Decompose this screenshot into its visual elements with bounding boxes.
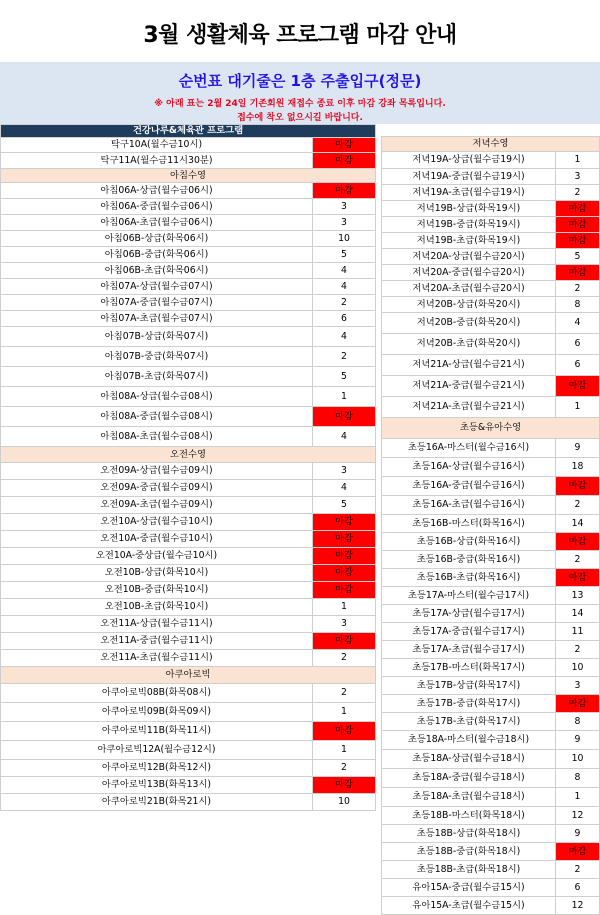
program-name: 오전10A-중상급(월수금10시) [1,548,313,565]
program-name: 아쿠아로빅13B(화목13시) [1,777,313,794]
program-name: 오전10B-상급(화목10시) [1,565,313,582]
program-name: 오전10B-중급(화목10시) [1,582,313,599]
program-name: 아침06B-상급(화목06시) [1,231,313,247]
program-name: 아쿠아로빅12A(월수금12시) [1,741,313,760]
program-name: 저녁19A-중급(월수금19시) [382,169,556,185]
remaining-count: 1 [313,387,376,407]
program-row [1,295,376,311]
remaining-count: 6 [556,355,600,376]
program-row [382,233,600,249]
program-name: 초등17A-초급(월수금17시) [382,641,556,659]
program-row [382,788,600,807]
remaining-count: 6 [313,311,376,327]
section-row [382,418,600,439]
remaining-count: 5 [313,367,376,387]
closed-badge: 마감 [313,582,376,599]
program-name: 저녁20B-중급(화목20시) [382,313,556,334]
program-row [1,741,376,760]
program-name: 초등18B-중급(화목18시) [382,843,556,861]
program-name: 저녁19B-중급(화목19시) [382,217,556,233]
program-row [382,152,600,169]
program-row [1,599,376,616]
program-name: 아침06B-중급(화목06시) [1,247,313,263]
program-name: 오전11A-초급(월수금11시) [1,650,313,667]
program-name: 아침07A-중급(월수금07시) [1,295,313,311]
remaining-count: 3 [313,215,376,231]
program-row [382,515,600,533]
program-row [1,279,376,295]
program-name: 초등16A-초급(월수금16시) [382,496,556,515]
right-program-table [381,136,600,915]
program-row [382,201,600,217]
program-row [1,215,376,231]
program-row [1,650,376,667]
program-name: 저녁20A-상급(월수금20시) [382,249,556,265]
program-name: 아쿠아로빅21B(화목21시) [1,794,313,811]
program-row [1,347,376,367]
program-row [1,684,376,703]
remaining-count: 14 [556,605,600,623]
program-row [382,334,600,355]
remaining-count: 2 [556,551,600,569]
closed-badge: 마감 [556,233,600,249]
closed-list-note: ※ 아래 표는 2월 24일 기존회원 재접수 종료 이후 마감 강좌 목록입니다. [154,99,446,109]
remaining-count: 3 [556,677,600,695]
queue-notice: 순번표 대기줄은 1층 주출입구(정문) [178,72,422,90]
remaining-count: 8 [556,297,600,313]
program-row [1,138,376,153]
program-name: 저녁20B-초급(화목20시) [382,334,556,355]
remaining-count: 2 [313,347,376,367]
program-name: 아쿠아로빅11B(화목11시) [1,722,313,741]
remaining-count: 2 [313,684,376,703]
program-row [382,297,600,313]
remaining-count: 12 [556,897,600,915]
program-name: 저녁20A-초급(월수금20시) [382,281,556,297]
program-row [1,633,376,650]
closed-badge: 마감 [313,633,376,650]
table-header-row [1,125,376,138]
remaining-count: 9 [556,731,600,750]
closed-badge: 마감 [556,569,600,587]
program-row [1,514,376,531]
program-row [382,496,600,515]
program-name: 초등16B-초급(화목16시) [382,569,556,587]
closed-badge: 마감 [556,695,600,713]
program-name: 아침06A-상급(월수금06시) [1,183,313,199]
program-name: 저녁21A-중급(월수금21시) [382,376,556,397]
remaining-count: 4 [313,327,376,347]
program-name: 초등17B-마스터(화목17시) [382,659,556,677]
program-row [382,169,600,185]
program-name: 초등18B-마스터(화목18시) [382,807,556,825]
program-row [382,355,600,376]
program-row [382,569,600,587]
section-row [382,137,600,152]
closed-badge: 마감 [556,843,600,861]
program-row [382,695,600,713]
closed-badge: 마감 [556,376,600,397]
remaining-count: 3 [313,199,376,215]
remaining-count: 1 [313,599,376,616]
remaining-count: 13 [556,587,600,605]
program-name: 오전09A-초급(월수금09시) [1,497,313,514]
program-name: 아침07B-초급(화목07시) [1,367,313,387]
remaining-count: 2 [556,641,600,659]
program-name: 아침08A-상급(월수금08시) [1,387,313,407]
program-name: 오전09A-상급(월수금09시) [1,463,313,480]
closed-badge: 마감 [556,201,600,217]
remaining-count: 8 [556,713,600,731]
program-name: 저녁21A-상급(월수금21시) [382,355,556,376]
program-name: 초등16A-상급(월수금16시) [382,458,556,477]
program-row [1,497,376,514]
program-row [1,531,376,548]
program-row [1,760,376,777]
closed-badge: 마감 [556,477,600,496]
remaining-count: 11 [556,623,600,641]
program-row [1,480,376,497]
registration-note: 접수에 착오 없으시길 바랍니다. [237,113,363,123]
program-row [382,750,600,769]
closed-badge: 마감 [313,722,376,741]
remaining-count: 2 [313,650,376,667]
program-name: 초등17B-초급(화목17시) [382,713,556,731]
program-row [382,769,600,788]
remaining-count: 12 [556,807,600,825]
program-name: 초등18A-초급(월수금18시) [382,788,556,807]
program-name: 오전10A-중급(월수금10시) [1,531,313,548]
remaining-count: 2 [556,496,600,515]
program-row [382,861,600,879]
program-row [1,153,376,169]
program-row [1,247,376,263]
program-name: 아침06B-초급(화목06시) [1,263,313,279]
program-row [1,427,376,447]
remaining-count: 5 [313,497,376,514]
closed-badge: 마감 [313,548,376,565]
closed-badge: 마감 [313,777,376,794]
program-row [1,616,376,633]
program-name: 유아15A-중급(월수금15시) [382,879,556,897]
program-name: 아침08A-초급(월수금08시) [1,427,313,447]
program-row [1,582,376,599]
program-row [382,281,600,297]
remaining-count: 3 [556,169,600,185]
program-row [1,183,376,199]
closed-badge: 마감 [556,265,600,281]
section-row [1,447,376,463]
program-name: 아침06A-초급(월수금06시) [1,215,313,231]
program-row [1,231,376,247]
program-name: 아쿠아로빅08B(화목08시) [1,684,313,703]
program-name: 아쿠아로빅12B(화목12시) [1,760,313,777]
program-name: 유아15A-초급(월수금15시) [382,897,556,915]
program-name: 탁구11A(월수금11시30분) [1,153,313,169]
remaining-count: 1 [313,703,376,722]
section-label: 오전수영 [1,447,376,463]
program-name: 아침07B-중급(화목07시) [1,347,313,367]
section-row [1,169,376,183]
program-row [382,217,600,233]
remaining-count: 18 [556,458,600,477]
program-row [1,387,376,407]
remaining-count: 4 [556,313,600,334]
program-row [382,265,600,281]
program-name: 저녁20A-중급(월수금20시) [382,265,556,281]
remaining-count: 6 [556,334,600,355]
program-name: 오전09A-중급(월수금09시) [1,480,313,497]
left-program-table [0,124,376,811]
program-row [382,605,600,623]
program-name: 오전10A-상급(월수금10시) [1,514,313,531]
remaining-count: 4 [313,427,376,447]
remaining-count: 1 [313,741,376,760]
program-row [1,565,376,582]
remaining-count: 10 [313,794,376,811]
remaining-count: 9 [556,439,600,458]
program-row [382,641,600,659]
program-name: 저녁19A-초급(월수금19시) [382,185,556,201]
program-name: 초등17B-상급(화목17시) [382,677,556,695]
program-name: 초등18A-마스터(월수금18시) [382,731,556,750]
program-row [382,677,600,695]
program-row [382,533,600,551]
section-label: 아침수영 [1,169,376,183]
program-row [1,407,376,427]
program-row [382,249,600,265]
closed-badge: 마감 [313,531,376,548]
remaining-count: 1 [556,397,600,418]
program-name: 저녁19B-초급(화목19시) [382,233,556,249]
program-name: 아침07A-상급(월수금07시) [1,279,313,295]
closed-badge: 마감 [313,514,376,531]
program-row [1,327,376,347]
program-row [1,548,376,565]
remaining-count: 10 [556,659,600,677]
program-name: 초등18A-상급(월수금18시) [382,750,556,769]
program-row [1,777,376,794]
remaining-count: 1 [556,788,600,807]
program-row [382,879,600,897]
remaining-count: 2 [556,281,600,297]
program-name: 아침08A-중급(월수금08시) [1,407,313,427]
program-row [382,659,600,677]
program-row [1,722,376,741]
program-name: 저녁20B-상급(화목20시) [382,297,556,313]
program-row [382,477,600,496]
program-row [382,587,600,605]
program-name: 초등17A-중급(월수금17시) [382,623,556,641]
program-name: 초등17B-중급(화목17시) [382,695,556,713]
remaining-count: 4 [313,480,376,497]
program-row [1,199,376,215]
program-name: 아침06A-중급(월수금06시) [1,199,313,215]
program-row [1,463,376,480]
remaining-count: 10 [313,231,376,247]
section-row [1,667,376,684]
closed-badge: 마감 [313,407,376,427]
program-name: 오전10B-초급(화목10시) [1,599,313,616]
program-row [382,185,600,201]
program-row [1,311,376,327]
program-row [382,623,600,641]
remaining-count: 2 [556,861,600,879]
program-name: 탁구10A(월수금10시) [1,138,313,153]
program-row [1,263,376,279]
program-name: 초등18B-초급(화목18시) [382,861,556,879]
program-name: 저녁21A-초급(월수금21시) [382,397,556,418]
remaining-count: 9 [556,825,600,843]
remaining-count: 2 [556,185,600,201]
program-row [382,843,600,861]
program-name: 저녁19A-상급(월수금19시) [382,152,556,169]
program-row [1,794,376,811]
section-label: 저녁수영 [382,137,600,152]
program-name: 초등16B-마스터(화목16시) [382,515,556,533]
program-name: 저녁19B-상급(화목19시) [382,201,556,217]
remaining-count: 6 [556,879,600,897]
closed-badge: 마감 [313,138,376,153]
page-title: 3월 생활체육 프로그램 마감 안내 [143,23,457,48]
remaining-count: 2 [313,295,376,311]
remaining-count: 3 [313,463,376,480]
program-name: 초등16B-상급(화목16시) [382,533,556,551]
remaining-count: 5 [556,249,600,265]
remaining-count: 4 [313,263,376,279]
program-name: 초등17A-마스터(월수금17시) [382,587,556,605]
closed-badge: 마감 [313,565,376,582]
program-name: 초등16B-중급(화목16시) [382,551,556,569]
program-name: 오전11A-중급(월수금11시) [1,633,313,650]
program-row [382,825,600,843]
program-row [382,731,600,750]
program-row [382,551,600,569]
program-name: 초등16A-마스터(월수금16시) [382,439,556,458]
program-name: 초등18A-중급(월수금18시) [382,769,556,788]
section-label: 아쿠아로빅 [1,667,376,684]
program-row [382,897,600,915]
program-name: 아침07B-상급(화목07시) [1,327,313,347]
program-row [1,703,376,722]
program-row [1,367,376,387]
program-name: 아침07A-초급(월수금07시) [1,311,313,327]
program-row [382,439,600,458]
remaining-count: 4 [313,279,376,295]
section-label: 건강나루&체육관 프로그램 [1,125,376,138]
remaining-count: 5 [313,247,376,263]
program-row [382,313,600,334]
program-name: 초등18B-상급(화목18시) [382,825,556,843]
remaining-count: 3 [313,616,376,633]
program-name: 초등17A-상급(월수금17시) [382,605,556,623]
program-row [382,713,600,731]
program-name: 오전11A-상급(월수금11시) [1,616,313,633]
program-row [382,807,600,825]
closed-badge: 마감 [313,153,376,169]
program-name: 초등16A-중급(월수금16시) [382,477,556,496]
program-row [382,376,600,397]
program-row [382,458,600,477]
remaining-count: 10 [556,750,600,769]
program-name: 아쿠아로빅09B(화목09시) [1,703,313,722]
remaining-count: 14 [556,515,600,533]
closed-badge: 마감 [556,217,600,233]
closed-badge: 마감 [556,533,600,551]
remaining-count: 2 [313,760,376,777]
program-row [382,397,600,418]
remaining-count: 8 [556,769,600,788]
section-label: 초등&유아수영 [382,418,600,439]
remaining-count: 1 [556,152,600,169]
closed-badge: 마감 [313,183,376,199]
